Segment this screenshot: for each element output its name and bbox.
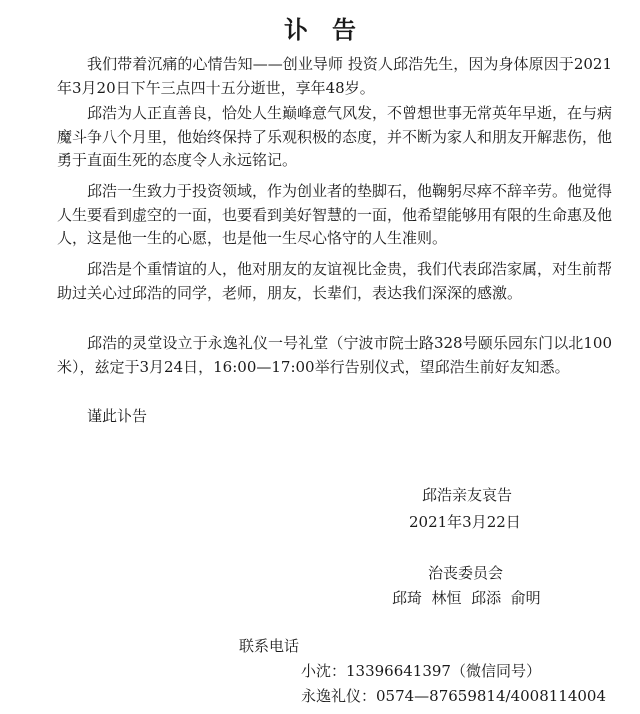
- committee-members: 邱琦 林恒 邱添 俞明: [392, 589, 541, 607]
- signature-date: 2021年3月22日: [409, 513, 521, 531]
- funeral-details-paragraph: 邱浩的灵堂设立于永逸礼仪一号礼堂（宁波市院士路328号颐乐园东门以北100米），兹定于3月24日，16:00—17:00举行告别仪式，望邱浩生前好友知悉。: [57, 334, 612, 376]
- character-paragraph: 邱浩为人正直善良，恰处人生巅峰意气风发，不曾想世事无常英年早逝，在与病魔斗争八个月里，他始终保持了乐观积极的态度，并不断为家人和朋友开解悲伤，他勇于直面生死的态度令人永远铭记。: [57, 104, 613, 169]
- contact-entry: 永逸礼仪：0574—87659814/4008114004: [301, 687, 607, 705]
- career-paragraph: 邱浩一生致力于投资领域，作为创业者的垫脚石，他鞠躬尽瘁不辞辛劳。他觉得人生要看到虚空的一面，也要看到美好智慧的一面，他希望能够用有限的生命惠及他人，这是他一生的心愿，也是他一生尽心恪守的人生准则。: [57, 182, 613, 247]
- closing-statement: 谨此讣告: [87, 407, 148, 425]
- contacts-heading: 联系电话: [239, 637, 300, 655]
- contact-entry: 小沈：13396641397（微信同号）: [301, 662, 541, 680]
- gratitude-paragraph: 邱浩是个重情谊的人，他对朋友的友谊视比金贵，我们代表邱浩家属，对生前帮助过关心过邱浩的同学，老师，朋友，长辈们，表达我们深深的感激。: [57, 260, 613, 302]
- committee-title: 治丧委员会: [428, 564, 504, 582]
- signature-from: 邱浩亲友哀告: [422, 486, 513, 504]
- announcement-paragraph: 我们带着沉痛的心情告知——创业导师 投资人邱浩先生，因为身体原因于2021年3月20日下午三点四十五分逝世，享年48岁。: [57, 55, 612, 97]
- page-title: 讣告: [284, 15, 380, 44]
